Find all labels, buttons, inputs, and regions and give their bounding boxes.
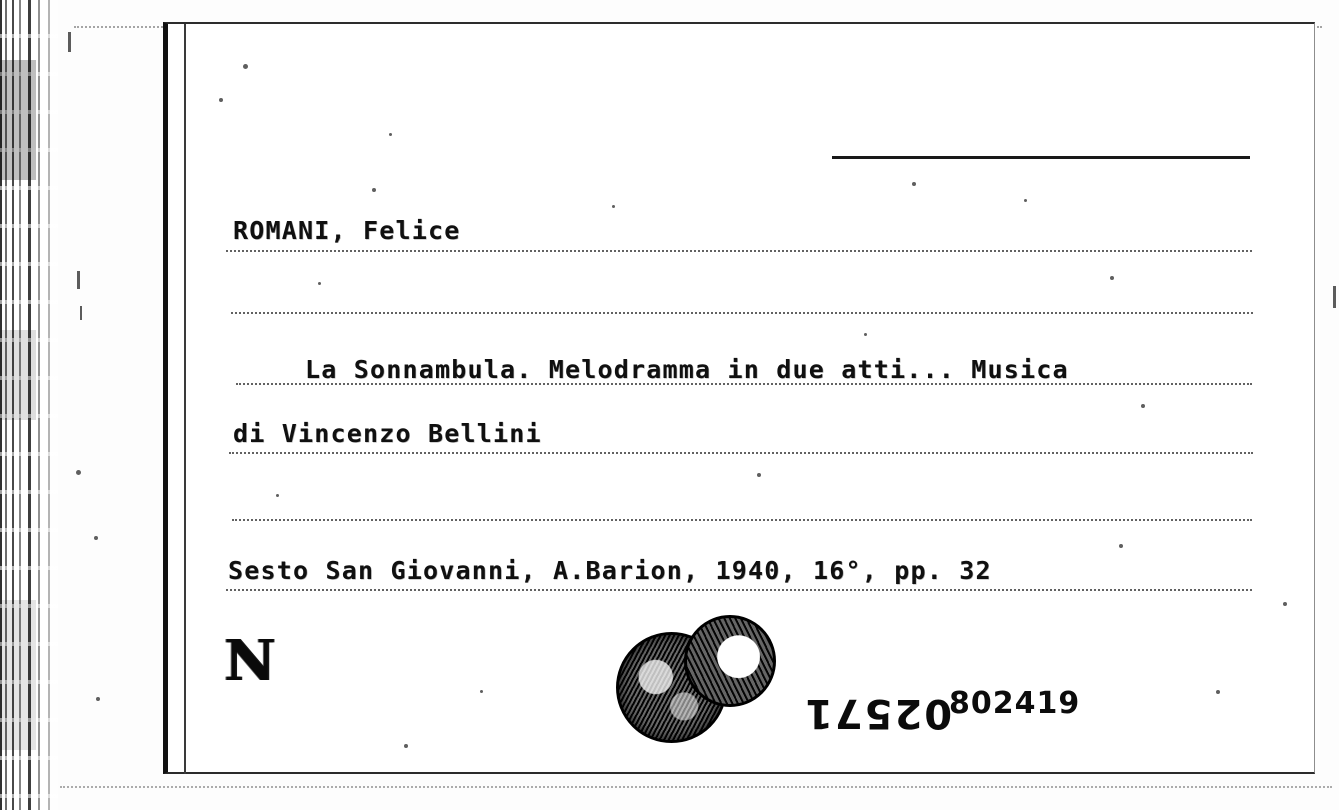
ink-blob-small (684, 615, 776, 707)
speckle (1110, 276, 1114, 280)
speckle (612, 205, 615, 208)
speckle (912, 182, 916, 186)
scan-tick (80, 306, 82, 320)
card-imprint: Sesto San Giovanni, A.Barion, 1940, 16°, pp. 32 (228, 556, 992, 585)
speckle (389, 133, 392, 136)
speckle (219, 98, 223, 102)
speckle (76, 470, 81, 475)
page-frame-bottom (60, 786, 1332, 788)
rule-imprint (226, 589, 1252, 591)
speckle (1024, 199, 1027, 202)
speckle (1283, 602, 1287, 606)
speckle (404, 744, 408, 748)
card-author: ROMANI, Felice (233, 216, 461, 245)
scan-tick (1333, 286, 1336, 308)
scan-smudge (0, 600, 36, 750)
speckle (864, 333, 867, 336)
scan-tick (68, 32, 71, 52)
speckle (480, 690, 483, 693)
inventory-number-rotated: 02571 (803, 690, 953, 736)
speckle (757, 473, 761, 477)
rule-title-2 (229, 452, 1253, 454)
card-title-line-1: La Sonnambula. Melodramma in due atti... Musica (305, 355, 1069, 384)
speckle (372, 188, 376, 192)
rule-blank-1 (231, 312, 1253, 314)
speckle (1119, 544, 1123, 548)
card-title-line-2: di Vincenzo Bellini (233, 419, 542, 448)
speckle (318, 282, 321, 285)
rule-author (226, 250, 1252, 252)
rule-heading (832, 156, 1250, 159)
scan-smudge (0, 60, 36, 180)
letter-stamp: N (224, 628, 276, 694)
ink-stamp-blob (616, 615, 786, 740)
card-inner-border (184, 24, 186, 774)
scan-smudge (0, 330, 36, 420)
speckle (1216, 690, 1220, 694)
rule-blank-2 (232, 519, 1252, 521)
speckle (96, 697, 100, 701)
speckle (94, 536, 98, 540)
inventory-number-small: 802419 (949, 686, 1081, 721)
scan-tick (77, 271, 80, 289)
speckle (243, 64, 248, 69)
speckle (276, 494, 279, 497)
speckle (1141, 404, 1145, 408)
